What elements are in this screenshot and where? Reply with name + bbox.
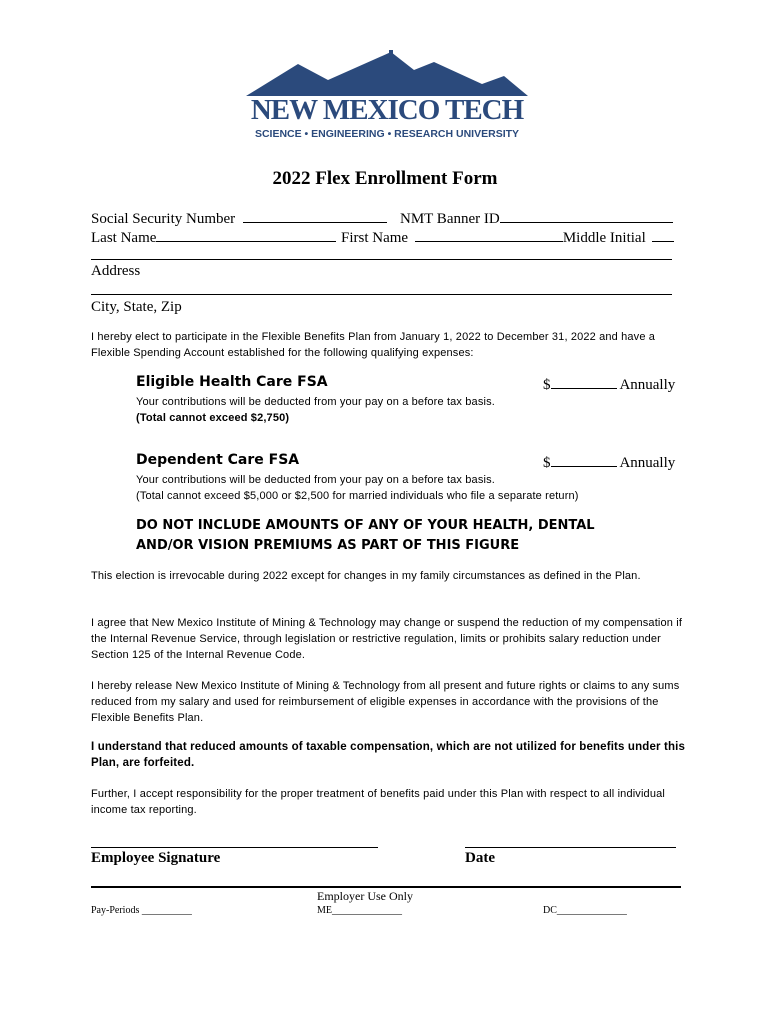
logo-mountains <box>246 52 528 96</box>
first-name-label: First Name <box>341 230 409 246</box>
form-title: 2022 Flex Enrollment Form <box>272 168 498 189</box>
signature-label: Employee Signature <box>91 850 221 866</box>
dependent-amount-field[interactable] <box>551 452 617 467</box>
last-name-label: Last Name <box>91 230 157 246</box>
employer-use-title: Employer Use Only <box>317 889 413 903</box>
logo-wordmark: NEW MEXICO TECH <box>250 94 524 126</box>
city-line[interactable] <box>91 294 672 295</box>
release-paragraph: I hereby release New Mexico Institute of Mining & Technology from all present and future rights or claims to any sums reduced from my salary and used for reimbursement of eligible expenses in accordance with the provisions of the Flexible Benefits Plan. <box>91 680 680 724</box>
ssn-label: Social Security Number <box>91 211 236 227</box>
health-note: Your contributions will be deducted from your pay on a before tax basis. <box>136 396 495 408</box>
address-line[interactable] <box>91 259 672 260</box>
dependent-note: Your contributions will be deducted from your pay on a before tax basis. <box>136 474 495 486</box>
intro-paragraph: I hereby elect to participate in the Flexible Benefits Plan from January 1, 2022 to December 31, 2022 and have a Flexible Spending Account established for the following qualifying expenses: <box>91 331 656 359</box>
ssn-field[interactable] <box>243 208 387 223</box>
pay-periods-field[interactable]: Pay-Periods __________ <box>91 905 192 916</box>
further-paragraph: Further, I accept responsibility for the proper treatment of benefits paid under this Plan with respect to all individual income tax reporting. <box>91 788 665 816</box>
health-period: Annually <box>619 377 676 393</box>
health-currency: $ <box>543 377 551 393</box>
last-name-field[interactable] <box>156 227 336 242</box>
middle-initial-label: Middle Initial <box>562 230 646 246</box>
dependent-fsa-heading: Dependent Care FSA <box>136 452 300 468</box>
logo-tagline: SCIENCE • ENGINEERING • RESEARCH UNIVERSITY <box>254 128 520 140</box>
city-label: City, State, Zip <box>91 299 182 315</box>
signature-line[interactable] <box>91 847 378 848</box>
agree-paragraph: I agree that New Mexico Institute of Mining & Technology may change or suspend the reduction of my compensation if the Internal Revenue Service, through legislation or restrictive regulation, limits or prohibits salary reduction under Section 125 of the Internal Revenue Code. <box>91 617 683 661</box>
address-label: Address <box>91 263 141 279</box>
health-fsa-heading: Eligible Health Care FSA <box>136 374 328 390</box>
health-fsa-amount-row <box>543 374 675 394</box>
dependent-limit: (Total cannot exceed $5,000 or $2,500 for married individuals who file a separate return) <box>136 490 579 502</box>
logo-tower-icon <box>389 50 393 56</box>
banner-label: NMT Banner ID <box>400 211 500 227</box>
me-field[interactable]: ME______________ <box>317 905 402 916</box>
first-name-row <box>341 227 674 247</box>
banner-row <box>400 208 673 228</box>
date-label: Date <box>465 850 495 866</box>
ssn-row <box>91 208 387 228</box>
dependent-currency: $ <box>543 455 551 471</box>
health-limit: (Total cannot exceed $2,750) <box>136 412 290 424</box>
banner-id-field[interactable] <box>500 208 673 223</box>
dependent-period: Annually <box>619 455 676 471</box>
dependent-fsa-amount-row <box>543 452 675 472</box>
middle-initial-field[interactable] <box>652 227 674 242</box>
date-line[interactable] <box>465 847 676 848</box>
employer-divider <box>91 886 681 888</box>
forfeit-paragraph: I understand that reduced amounts of taxable compensation, which are not utilized for benefits under this Plan, are forfeited. <box>91 741 686 769</box>
dc-field[interactable]: DC______________ <box>543 905 627 916</box>
irrevocable-paragraph: This election is irrevocable during 2022 except for changes in my family circumstances as defined in the Plan. <box>91 570 641 582</box>
first-name-field[interactable] <box>415 227 563 242</box>
premium-warning: DO NOT INCLUDE AMOUNTS OF ANY OF YOUR HEALTH, DENTAL AND/OR VISION PREMIUMS AS PART OF THIS FIGURE <box>136 518 595 553</box>
last-name-row <box>91 227 336 247</box>
health-amount-field[interactable] <box>551 374 617 389</box>
